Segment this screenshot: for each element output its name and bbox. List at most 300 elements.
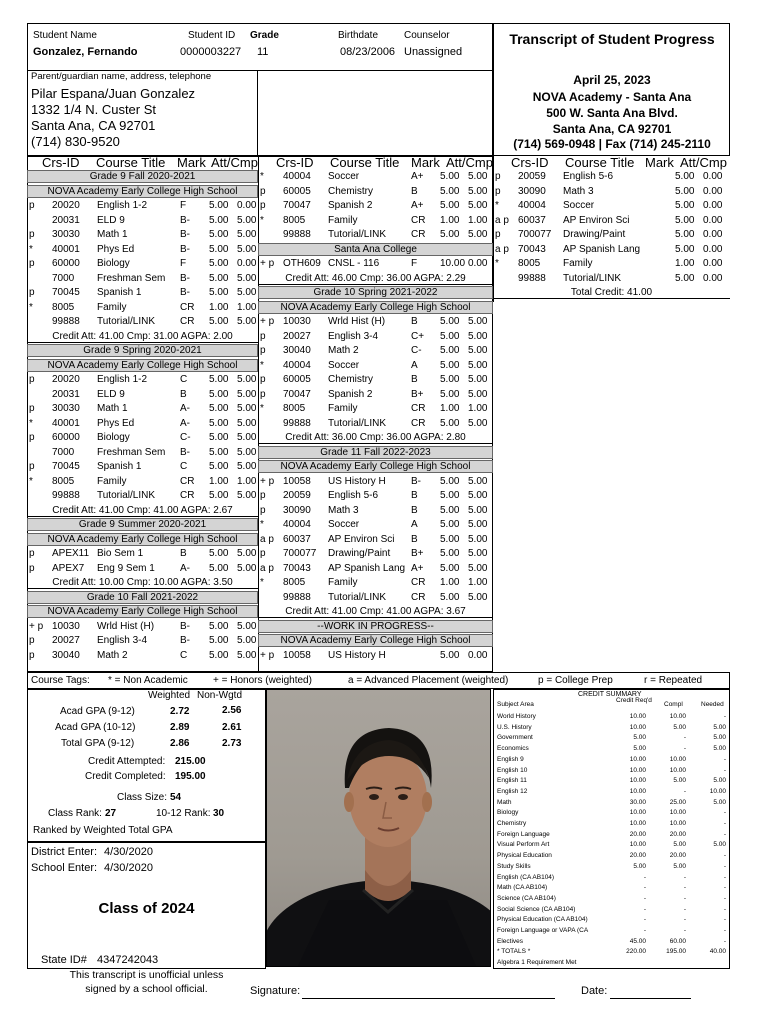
course-title: Chemistry xyxy=(328,185,374,197)
course-attempted: 10.00 xyxy=(440,258,466,269)
subject-area: Foreign Language xyxy=(497,830,550,838)
credit-completed: 5.00 xyxy=(673,841,686,849)
credit-required: - xyxy=(643,894,646,902)
credit-summary-row xyxy=(494,883,729,893)
course-attempted: 5.00 xyxy=(209,461,229,472)
course-attempted: 5.00 xyxy=(675,272,695,284)
credit-needed: 5.00 xyxy=(713,798,726,806)
course-row xyxy=(27,301,258,314)
credit-completed: 10.00 xyxy=(669,766,686,774)
course-attempted: 5.00 xyxy=(209,548,229,559)
course-mark: B xyxy=(411,504,418,516)
course-title: Spanish 2 xyxy=(328,388,373,400)
course-flag: p xyxy=(29,432,35,443)
credit-needed: - xyxy=(723,862,726,870)
course-completed: 5.00 xyxy=(237,548,257,559)
course-mark: B- xyxy=(180,287,190,298)
course-attempted: 5.00 xyxy=(675,214,695,226)
course-attempted: 1.00 xyxy=(209,475,229,487)
course-mark: A xyxy=(411,359,418,371)
term-header: NOVA Academy Early College High School xyxy=(27,533,258,546)
course-id: 40004 xyxy=(283,359,311,371)
gpa-row-weighted: 2.89 xyxy=(170,722,190,733)
course-completed: 5.00 xyxy=(468,330,488,342)
course-row xyxy=(27,257,258,270)
course-title: Tutorial/LINK xyxy=(328,229,386,240)
course-title: Math 3 xyxy=(328,504,359,516)
course-attempted: 1.00 xyxy=(440,403,460,414)
course-id: 70043 xyxy=(283,562,311,574)
class-size-label: Class Size: xyxy=(117,792,168,803)
course-row xyxy=(258,199,493,212)
course-completed: 0.00 xyxy=(703,258,723,269)
course-completed: 5.00 xyxy=(468,533,488,545)
birthdate-label: Birthdate xyxy=(338,30,379,41)
course-mark: CR xyxy=(411,229,426,240)
credit-completed: - xyxy=(683,873,686,881)
course-row xyxy=(27,634,258,647)
course-attempted: 5.00 xyxy=(209,388,229,400)
credit-needed: - xyxy=(723,884,726,892)
course-completed: 5.00 xyxy=(237,432,257,443)
credit-summary-row xyxy=(494,808,729,818)
course-id: 20031 xyxy=(52,388,80,400)
course-attempted: 5.00 xyxy=(209,374,229,385)
course-row xyxy=(258,649,493,662)
course-flag: * xyxy=(260,214,264,226)
course-id: 20020 xyxy=(52,200,80,211)
col1-header-course-title: Course Title xyxy=(96,155,166,170)
course-attempted: 1.00 xyxy=(440,214,460,226)
course-completed: 5.00 xyxy=(237,461,257,472)
course-completed: 5.00 xyxy=(237,417,257,429)
gpa-row-nonwgtd: 2.56 xyxy=(222,705,242,716)
course-attempted: 5.00 xyxy=(440,171,460,182)
course-title: Family xyxy=(563,258,593,269)
course-mark: B xyxy=(411,316,418,327)
col1-header-crs-id: Crs-ID xyxy=(42,155,80,170)
course-tags-label: Course Tags: xyxy=(31,675,90,686)
parent-line-1: Pilar Espana/Juan Gonzalez xyxy=(31,86,196,101)
course-row xyxy=(27,446,258,459)
course-row xyxy=(27,489,258,502)
credit-completed: - xyxy=(683,916,686,924)
course-mark: C xyxy=(180,649,188,661)
credit-summary-row xyxy=(494,905,729,915)
course-id: 30090 xyxy=(518,185,546,197)
course-attempted: 5.00 xyxy=(209,562,229,574)
date-line[interactable] xyxy=(610,998,691,999)
course-completed: 0.00 xyxy=(703,214,723,226)
course-row xyxy=(258,373,493,386)
course-mark: F xyxy=(180,200,187,211)
course-id: 30030 xyxy=(52,403,80,414)
credit-summary-header-compl: Compl xyxy=(664,701,683,708)
credit-completed: 10.00 xyxy=(669,809,686,817)
course-id: 10058 xyxy=(283,649,311,661)
credit-summary-row xyxy=(494,712,729,722)
course-attempted: 5.00 xyxy=(440,316,460,327)
credit-summary-row xyxy=(494,851,729,861)
course-title: Soccer xyxy=(328,519,360,530)
tag-honors: + = Honors (weighted) xyxy=(213,675,312,686)
course-title: AP Spanish Lang xyxy=(328,562,406,574)
term-header: NOVA Academy Early College High School xyxy=(258,460,493,473)
credit-completed: - xyxy=(683,905,686,913)
credit-summary-row xyxy=(494,873,729,883)
col3-header-course-title: Course Title xyxy=(565,155,635,170)
course-title: English 3-4 xyxy=(97,635,148,646)
course-attempted: 5.00 xyxy=(440,229,460,240)
signature-line[interactable] xyxy=(302,998,555,999)
course-row xyxy=(258,330,493,343)
course-completed: 1.00 xyxy=(237,301,257,313)
course-completed: 0.00 xyxy=(237,258,257,269)
course-attempted: 5.00 xyxy=(440,417,460,429)
course-id: 40001 xyxy=(52,417,80,429)
credit-summary-row xyxy=(494,744,729,754)
credit-required: 5.00 xyxy=(633,745,646,753)
school-name: NOVA Academy - Santa Ana xyxy=(532,90,692,104)
course-completed: 1.00 xyxy=(468,403,488,414)
credit-summary-title: CREDIT SUMMARY xyxy=(578,691,642,698)
course-row xyxy=(493,170,730,183)
course-flag: p xyxy=(260,345,266,356)
course-row xyxy=(27,388,258,401)
course-attempted: 5.00 xyxy=(209,417,229,429)
course-attempted: 5.00 xyxy=(675,243,695,255)
credit-required: 10.00 xyxy=(629,809,646,817)
subject-area: English 11 xyxy=(497,777,527,785)
course-completed: 5.00 xyxy=(468,417,488,429)
course-id: 70047 xyxy=(283,200,311,211)
credit-summary-row xyxy=(494,840,729,850)
course-id: 8005 xyxy=(283,403,306,414)
course-row xyxy=(27,373,258,386)
credit-needed: - xyxy=(723,905,726,913)
course-flag: + p xyxy=(260,316,275,327)
rank-1012-label: 10-12 Rank: xyxy=(156,808,211,819)
course-id: 700077 xyxy=(283,548,317,559)
col2-header-course-title: Course Title xyxy=(330,155,400,170)
student-portrait-icon xyxy=(267,690,491,967)
course-title: Tutorial/LINK xyxy=(563,272,621,284)
credit-needed: - xyxy=(723,713,726,720)
course-completed: 5.00 xyxy=(237,374,257,385)
course-id: 99888 xyxy=(283,591,311,603)
subject-area: Chemistry xyxy=(497,820,527,827)
course-attempted: 5.00 xyxy=(675,200,695,211)
course-row xyxy=(258,475,493,488)
term-header: Grade 9 Fall 2020-2021 xyxy=(27,170,258,183)
course-row xyxy=(258,518,493,531)
credit-completed: 10.00 xyxy=(669,755,686,763)
course-title: Soccer xyxy=(563,200,595,211)
course-row xyxy=(27,417,258,430)
col1-header-mark: Mark xyxy=(177,155,206,170)
credit-needed: - xyxy=(723,894,726,902)
course-row xyxy=(27,562,258,575)
course-flag: p xyxy=(260,490,266,501)
course-mark: CR xyxy=(411,591,426,603)
course-id: 60000 xyxy=(52,258,80,269)
course-id: 20027 xyxy=(283,330,311,342)
credit-required: 30.00 xyxy=(629,798,646,806)
course-id: 8005 xyxy=(283,214,306,226)
credit-needed: 10.00 xyxy=(709,787,726,795)
course-row xyxy=(27,547,258,560)
course-title: Freshman Sem xyxy=(97,272,166,284)
course-completed: 5.00 xyxy=(237,287,257,298)
credit-completed: 5.00 xyxy=(673,723,686,731)
course-flag: p xyxy=(29,287,35,298)
course-id: 99888 xyxy=(283,229,311,240)
credit-required: 20.00 xyxy=(629,852,646,860)
course-mark: C xyxy=(180,461,188,472)
course-id: 40001 xyxy=(52,243,80,255)
course-flag: + p xyxy=(260,475,275,487)
course-completed: 0.00 xyxy=(703,185,723,197)
course-completed: 5.00 xyxy=(468,475,488,487)
credit-summary-row xyxy=(494,766,729,776)
course-attempted: 1.00 xyxy=(440,577,460,588)
counselor-value: Unassigned xyxy=(404,46,463,58)
course-row xyxy=(258,547,493,560)
term-credit-summary: Credit Att: 10.00 Cmp: 10.00 AGPA: 3.50 xyxy=(27,576,258,589)
subject-area: Social Science (CA AB104) xyxy=(497,905,576,913)
subject-area: Math xyxy=(497,798,512,806)
parent-info-extra-box xyxy=(257,70,493,156)
school-enter-value: 4/30/2020 xyxy=(104,862,153,874)
course-flag: + p xyxy=(260,258,275,269)
course-title: Drawing/Paint xyxy=(563,229,626,240)
course-title: Freshman Sem xyxy=(97,446,166,458)
course-mark: CR xyxy=(180,475,195,487)
subject-area: * TOTALS * xyxy=(497,948,531,956)
course-mark: B xyxy=(180,548,187,559)
col3-header-att-cmp: Att/Cmp xyxy=(680,155,727,170)
term-header: Grade 10 Spring 2021-2022 xyxy=(258,286,493,299)
course-mark: CR xyxy=(411,214,426,226)
district-enter-label: District Enter: xyxy=(31,846,98,858)
term-header: NOVA Academy Early College High School xyxy=(258,301,493,314)
credit-summary-header-needed: Needed xyxy=(701,701,724,708)
credit-needed: - xyxy=(723,820,726,827)
course-flag: a p xyxy=(260,562,274,574)
credit-required: 45.00 xyxy=(629,937,646,945)
subject-area: Physical Education xyxy=(497,852,552,860)
course-id: OTH609 xyxy=(283,258,321,269)
credit-required: - xyxy=(643,873,646,881)
course-tags-bar xyxy=(27,672,730,689)
course-row xyxy=(258,257,493,270)
credit-summary-row xyxy=(494,894,729,904)
course-flag: p xyxy=(495,229,501,240)
course-title: Drawing/Paint xyxy=(328,548,391,559)
course-mark: A+ xyxy=(411,200,424,211)
school-address-1: 500 W. Santa Ana Blvd. xyxy=(546,106,678,120)
credit-summary-header-req: Credit Req'd xyxy=(616,697,652,704)
course-title: AP Environ Sci xyxy=(328,533,395,545)
course-title: Family xyxy=(328,403,358,414)
grade-value: 11 xyxy=(257,46,269,58)
course-mark: CR xyxy=(411,417,426,429)
course-mark: B- xyxy=(180,214,190,226)
class-size-value: 54 xyxy=(170,792,182,803)
course-row xyxy=(27,214,258,227)
course-title: Spanish 1 xyxy=(97,287,142,298)
course-attempted: 5.00 xyxy=(209,229,229,240)
course-mark: B- xyxy=(180,272,190,284)
ranked-by-note: Ranked by Weighted Total GPA xyxy=(33,825,173,836)
course-title: Math 1 xyxy=(97,229,128,240)
course-mark: C- xyxy=(411,345,422,356)
course-mark: B+ xyxy=(411,388,424,400)
course-attempted: 5.00 xyxy=(440,504,460,516)
credit-required: 10.00 xyxy=(629,841,646,849)
course-title: Eng 9 Sem 1 xyxy=(97,562,155,574)
course-attempted: 5.00 xyxy=(440,649,460,661)
course-row xyxy=(27,199,258,212)
gpa-row-weighted: 2.86 xyxy=(170,738,190,749)
subject-area: U.S. History xyxy=(497,723,532,731)
credit-completed: 25.00 xyxy=(669,798,686,806)
course-title: Bio Sem 1 xyxy=(97,548,144,559)
course-id: 40004 xyxy=(283,519,311,530)
course-id: 70047 xyxy=(283,388,311,400)
state-id-value: 4347242043 xyxy=(97,954,159,966)
student-id: 0000003227 xyxy=(180,46,242,58)
course-mark: B xyxy=(411,533,418,545)
course-attempted: 5.00 xyxy=(209,287,229,298)
course-title: English 1-2 xyxy=(97,374,148,385)
course-flag: p xyxy=(260,504,266,516)
credit-completed: - xyxy=(683,787,686,795)
course-row xyxy=(27,243,258,256)
subject-area: English (CA AB104) xyxy=(497,873,555,881)
course-row xyxy=(258,214,493,227)
course-title: Chemistry xyxy=(328,374,374,385)
course-attempted: 5.00 xyxy=(440,475,460,487)
tag-non-academic: * = Non Academic xyxy=(108,675,188,686)
course-id: 99888 xyxy=(52,316,80,327)
course-row xyxy=(27,228,258,241)
credit-needed: - xyxy=(723,830,726,838)
credit-completed: 60.00 xyxy=(669,937,686,945)
course-row xyxy=(258,504,493,517)
course-mark: A- xyxy=(180,417,190,429)
course-title: English 3-4 xyxy=(328,330,379,342)
term-header: NOVA Academy Early College High School xyxy=(27,185,258,198)
course-attempted: 5.00 xyxy=(675,171,695,182)
course-flag: p xyxy=(29,258,35,269)
gpa-weighted-label: Weighted xyxy=(148,690,191,701)
student-id-label: Student ID xyxy=(188,30,236,41)
course-id: 99888 xyxy=(518,272,546,284)
course-flag: * xyxy=(260,359,264,371)
course-attempted: 1.00 xyxy=(209,301,229,313)
credit-completed: 20.00 xyxy=(669,852,686,860)
credit-needed: - xyxy=(723,809,726,817)
credit-summary-row xyxy=(494,798,729,808)
course-attempted: 5.00 xyxy=(209,272,229,284)
course-completed: 5.00 xyxy=(237,316,257,327)
credit-needed: - xyxy=(723,755,726,763)
term-credit-summary: Credit Att: 36.00 Cmp: 36.00 AGPA: 2.80 xyxy=(258,431,493,444)
course-completed: 5.00 xyxy=(468,185,488,197)
course-row xyxy=(258,417,493,430)
student-name-label: Student Name xyxy=(33,30,97,41)
subject-area: Foreign Language or VAPA (CA xyxy=(497,927,589,934)
course-mark: A- xyxy=(180,403,190,414)
course-completed: 5.00 xyxy=(237,272,257,284)
course-mark: B- xyxy=(180,635,190,646)
term-header: NOVA Academy Early College High School xyxy=(258,634,493,647)
course-attempted: 5.00 xyxy=(440,388,460,400)
course-completed: 0.00 xyxy=(703,229,723,240)
course-mark: B+ xyxy=(411,548,424,559)
course-row xyxy=(258,591,493,604)
course-id: APEX11 xyxy=(52,548,90,559)
credit-required: 10.00 xyxy=(629,723,646,731)
course-title: English 5-6 xyxy=(328,490,379,501)
credit-summary-row xyxy=(494,830,729,840)
course-attempted: 5.00 xyxy=(440,200,460,211)
course-id: 99888 xyxy=(52,490,80,501)
credit-needed: - xyxy=(723,937,726,945)
subject-area: Study Skills xyxy=(497,862,531,870)
course-attempted: 5.00 xyxy=(209,258,229,269)
course-attempted: 5.00 xyxy=(209,214,229,226)
course-row xyxy=(27,475,258,488)
course-completed: 5.00 xyxy=(237,243,257,255)
course-id: 20059 xyxy=(518,171,546,182)
course-id: 8005 xyxy=(283,577,306,588)
credit-summary-row xyxy=(494,819,729,829)
course-attempted: 5.00 xyxy=(440,548,460,559)
course-title: Spanish 1 xyxy=(97,461,142,472)
course-completed: 5.00 xyxy=(237,649,257,661)
credit-completed: - xyxy=(683,745,686,753)
course-attempted: 5.00 xyxy=(440,359,460,371)
term-header: NOVA Academy Early College High School xyxy=(27,605,258,618)
course-flag: * xyxy=(260,171,264,182)
credit-completed: - xyxy=(683,894,686,902)
credit-required: 10.00 xyxy=(629,766,646,774)
course-row xyxy=(27,431,258,444)
course-id: 8005 xyxy=(518,258,541,269)
course-row xyxy=(27,649,258,662)
course-flag: p xyxy=(260,388,266,400)
course-mark: A- xyxy=(180,562,190,574)
course-completed: 0.00 xyxy=(703,200,723,211)
course-title: Biology xyxy=(97,432,130,443)
course-attempted: 1.00 xyxy=(675,258,695,269)
course-id: APEX7 xyxy=(52,562,85,574)
term-header: Grade 10 Fall 2021-2022 xyxy=(27,591,258,604)
course-title: Tutorial/LINK xyxy=(328,591,386,603)
school-enter-label: School Enter: xyxy=(31,862,98,874)
course-flag: * xyxy=(260,403,264,414)
course-mark: B xyxy=(411,185,418,197)
credit-required: - xyxy=(643,927,646,934)
course-id: 20027 xyxy=(52,635,80,646)
course-title: Wrld Hist (H) xyxy=(97,620,155,632)
course-id: 99888 xyxy=(283,417,311,429)
course-completed: 5.00 xyxy=(468,316,488,327)
course-attempted: 5.00 xyxy=(440,185,460,197)
gpa-row-weighted: 2.72 xyxy=(170,706,190,717)
